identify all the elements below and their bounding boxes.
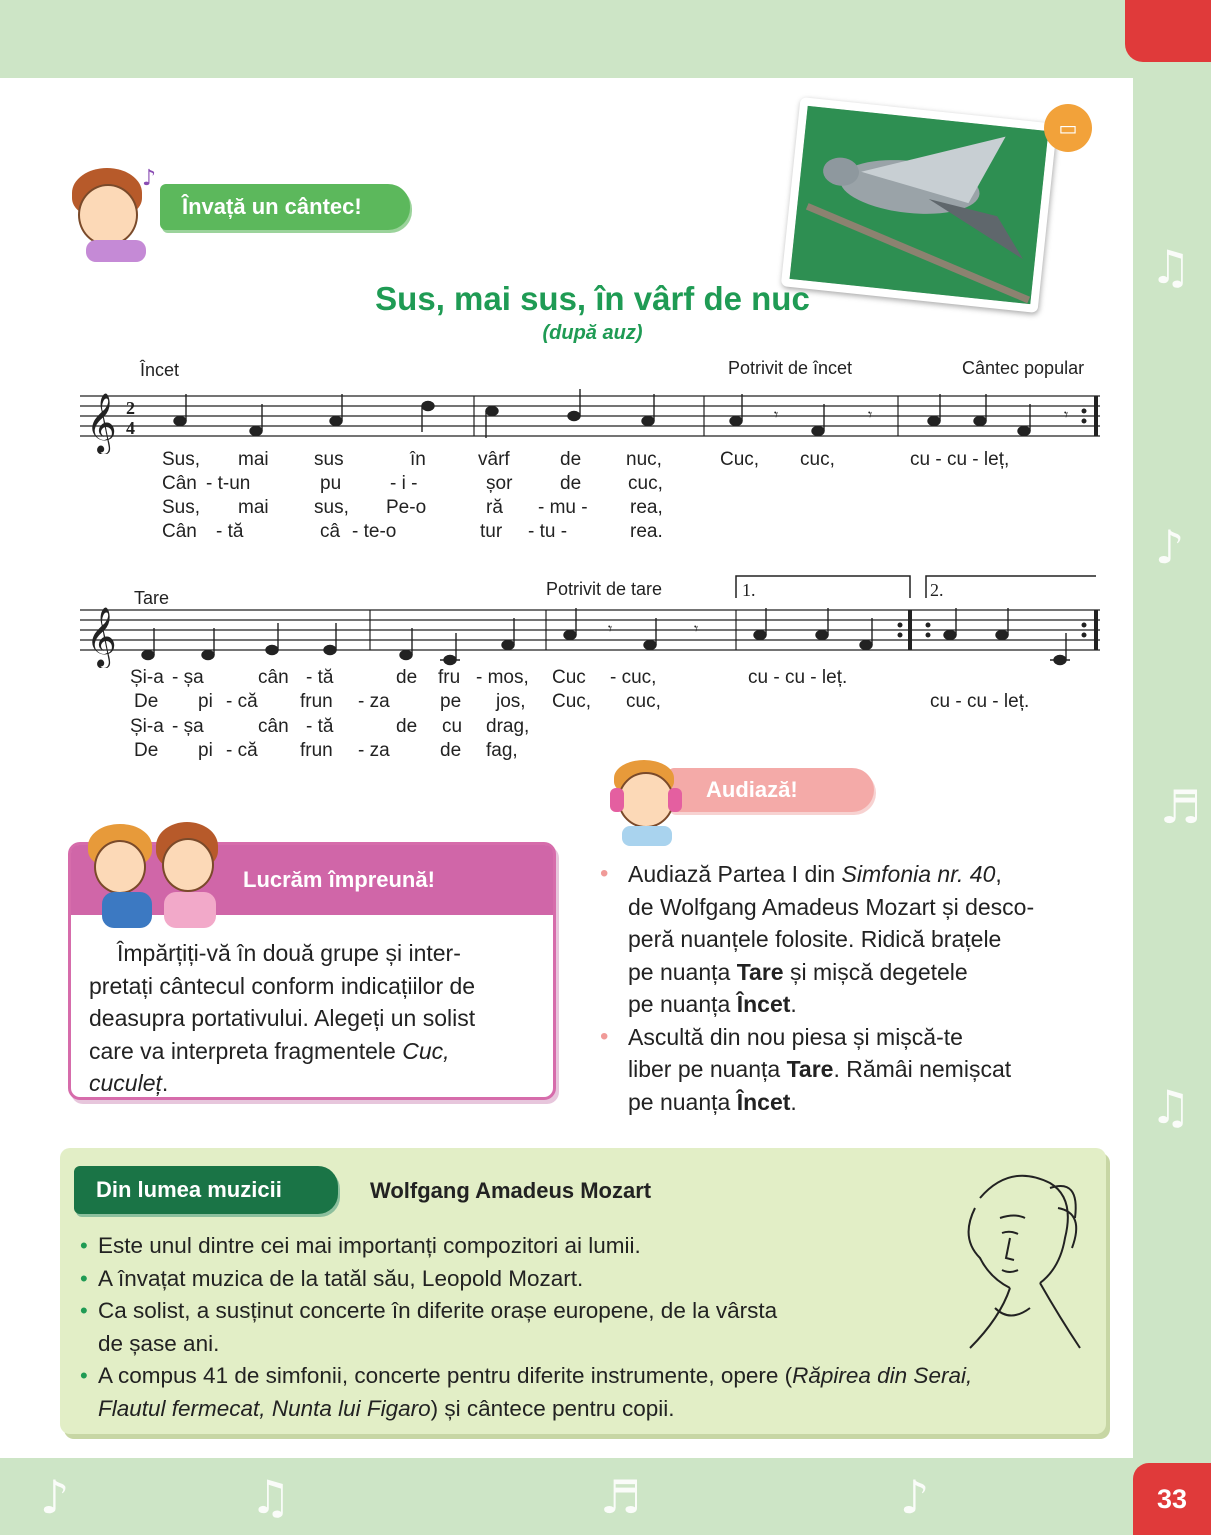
text: și mișcă degetele (783, 958, 968, 985)
lyric-word: - tă (306, 716, 334, 737)
text: de șase ani. (98, 1330, 220, 1356)
lyric-word: rea, (630, 497, 663, 518)
text-italic: Răpirea din Serai, (792, 1363, 973, 1388)
lyric-word: - șa (172, 667, 204, 688)
music-note-icon: ♬ (1160, 780, 1202, 834)
panel-italic: Cuc, (402, 1037, 450, 1064)
music-world-tag-label: Din lumea muzicii (96, 1177, 282, 1202)
text: . (790, 1088, 797, 1115)
lyric-word: nuc, (626, 449, 662, 470)
lyric-word: - te-o (352, 521, 397, 542)
panel-text-span: care va interpreta fragmentele (89, 1037, 396, 1064)
lyric-word: fag, (486, 740, 518, 761)
music-note-icon: ♫ (1150, 1080, 1192, 1134)
lyric-word: cu (442, 716, 463, 737)
lyric-word: cân (258, 667, 289, 688)
svg-text:𝄾: 𝄾 (774, 405, 779, 424)
lyric-word: Sus, (162, 449, 201, 470)
lyric-word: De (134, 740, 159, 761)
song-subtitle: (după auz) (542, 322, 643, 344)
lyric-line (0, 473, 1133, 497)
music-world-box (60, 1148, 1106, 1434)
lyric-word: - cuc, (610, 667, 657, 688)
time-signature-top: 2 (126, 398, 135, 418)
music-note-icon: ♪ (40, 1470, 70, 1524)
lyric-word: cuc, (628, 473, 663, 494)
text: pe nuanța (628, 1088, 737, 1115)
text: . (790, 991, 797, 1017)
panel-line (89, 1035, 541, 1068)
lyric-word: - că (226, 691, 258, 712)
svg-text:𝄾: 𝄾 (694, 619, 699, 638)
learn-song-label: Învață un cântec! (182, 194, 362, 219)
text: . Rămâi nemișcat (833, 1056, 1012, 1082)
lyric-word: ră (486, 497, 503, 518)
lyric-word: cu - cu - leț, (910, 449, 1010, 470)
text-bold: Încet (736, 1088, 791, 1115)
music-note-icon: ♪ (900, 1470, 930, 1524)
music-note-icon: ♬ (600, 1470, 642, 1524)
lyric-line (0, 521, 1133, 545)
text-italic: Flautul fermecat, Nunta lui Figaro (98, 1395, 431, 1421)
text: Audiază Partea I din (628, 861, 842, 887)
text: • Ascultă din nou piesa și mișcă-te (628, 1023, 963, 1050)
lyric-word: Cuc (552, 667, 586, 688)
mozart-portrait (940, 1158, 1090, 1358)
lyric-word: Cuc, (720, 449, 760, 470)
two-kids-icon (84, 822, 224, 932)
lyric-word: mai (238, 497, 269, 518)
svg-text:𝄾: 𝄾 (1064, 405, 1069, 424)
panel-text-span: . (161, 1070, 169, 1096)
time-signature-bottom: 4 (126, 418, 135, 438)
lyric-word: câ (320, 521, 341, 542)
corner-tab (1125, 0, 1211, 62)
tempo-label: Încet (140, 360, 180, 380)
lyric-word: cuc, (626, 691, 661, 712)
computer-icon[interactable]: ▭ (1044, 104, 1092, 152)
lyric-word: Sus, (162, 497, 201, 518)
lyric-word: cuc, (800, 449, 835, 470)
lyric-word: - că (226, 740, 258, 761)
lyric-word: de (440, 740, 462, 761)
text: A compus 41 de simfonii, concerte pentru diferite instrumente, opere ( (98, 1363, 793, 1388)
source-label: Cântec popular (962, 358, 1085, 378)
lyric-word: - i - (390, 473, 418, 494)
lyric-word: De (134, 691, 159, 712)
lyric-word: cu - cu - leț. (748, 667, 848, 688)
lyric-word: - za (358, 740, 390, 761)
lyric-word: pu (320, 473, 342, 494)
music-note-icon: ♪ (1155, 520, 1185, 574)
lyric-word: de (396, 716, 418, 737)
lyric-word: Cân (162, 473, 197, 494)
text: , (995, 861, 1002, 887)
lyric-word: rea. (630, 521, 663, 542)
song-title: Sus, mai sus, în vârf de nuc (375, 280, 810, 317)
fact-item: • Este unul dintre cei mai importanți compozitori ai lumii. (80, 1230, 1090, 1263)
music-world-tag (74, 1166, 338, 1214)
fact-item (80, 1360, 1090, 1425)
lyric-word: frun (300, 691, 333, 712)
svg-text:𝄾: 𝄾 (868, 405, 873, 424)
listen-item (600, 858, 1080, 1021)
lyric-word: Cân (162, 521, 197, 542)
text: liber pe nuanța (628, 1056, 787, 1082)
svg-text:𝄾: 𝄾 (608, 619, 613, 638)
lyric-word: - t-un (206, 473, 251, 494)
listen-tag (668, 768, 874, 812)
lyric-word: sus (314, 449, 344, 470)
lyric-word: - tă (216, 521, 244, 542)
listening-boy-icon (608, 758, 684, 848)
panel-line: cuculeț. (89, 1070, 169, 1096)
lyric-word: - tă (306, 667, 334, 688)
panel-italic: culeț (113, 1070, 162, 1096)
lyric-line (0, 449, 1133, 473)
lyric-word: Pe-o (386, 497, 427, 518)
lyric-word: pe (440, 691, 462, 712)
lyric-word: jos, (496, 691, 526, 712)
lyric-word: - za (358, 691, 390, 712)
lyric-word: pi (198, 740, 213, 761)
text: ) și cântece pentru copii. (430, 1395, 675, 1421)
panel-line: Împărțiți-vă în două grupe și inter- (117, 940, 461, 966)
music-note-icon: ♫ (1150, 240, 1192, 294)
music-staff-1 (80, 384, 1104, 454)
volta-2: 2. (930, 580, 944, 600)
lyric-word: - mu - (538, 497, 588, 518)
listen-label: Audiază! (706, 777, 798, 802)
lyric-word: Cuc, (552, 691, 592, 712)
lyric-word: fru (438, 667, 461, 688)
composer-name: Wolfgang Amadeus Mozart (370, 1178, 652, 1203)
lyric-word: frun (300, 740, 333, 761)
fact-item (80, 1295, 1090, 1360)
tempo-label: Tare (134, 588, 170, 608)
learn-song-tag (160, 184, 410, 230)
lyric-word: sus, (314, 497, 349, 518)
svg-text:𝄞: 𝄞 (86, 607, 117, 667)
lyric-word: de (396, 667, 418, 688)
music-note-icon: ♫ (250, 1470, 292, 1524)
text-bold: Tare (736, 958, 784, 985)
lyric-word: în (410, 449, 426, 470)
page-number: 33 (1133, 1463, 1211, 1535)
lyric-word: de (560, 473, 582, 494)
text: pe nuanța (628, 958, 737, 985)
lyric-line (0, 740, 1133, 764)
lyric-word: Și-a (130, 667, 164, 688)
text: pe nuanța (628, 991, 737, 1017)
listen-instructions (600, 858, 1080, 1118)
lyric-word: șor (486, 473, 513, 494)
lyric-word: de (560, 449, 582, 470)
lyric-word: - tu - (528, 521, 568, 542)
lyric-word: - mos, (476, 667, 529, 688)
lyric-word: mai (238, 449, 269, 470)
text: • Ca solist, a susținut concerte în diferite orașe europene, de la vârsta (98, 1298, 778, 1323)
lyric-word: cân (258, 716, 289, 737)
lyric-word: tur (480, 521, 503, 542)
music-staff-2 (80, 572, 1104, 668)
lyric-line (0, 497, 1133, 521)
text-bold: Tare (786, 1056, 834, 1082)
svg-text:𝄞: 𝄞 (86, 393, 117, 453)
volta-1: 1. (742, 580, 756, 600)
composer-facts (80, 1230, 1090, 1425)
panel-line: pretați cântecul conform indicațiilor de (89, 972, 476, 999)
text: de Wolfgang Amadeus Mozart și desco- (628, 893, 1035, 920)
singing-girl-icon: ♪ (66, 166, 166, 266)
lyric-word: vârf (478, 449, 510, 470)
tempo-label: Potrivit de încet (728, 358, 853, 378)
panel-line: deasupra portativului. Alegeți un solist (89, 1005, 476, 1031)
lyric-word: cu - cu - leț. (930, 691, 1030, 712)
lyric-word: pi (198, 691, 213, 712)
text: peră nuanțele folosite. Ridică brațele (628, 926, 1002, 952)
panel-title: Lucrăm împreună! (243, 867, 435, 892)
fact-item: • A învațat muzica de la tatăl său, Leopold Mozart. (80, 1263, 1090, 1296)
lyric-word: Și-a (130, 716, 164, 737)
lyric-word: drag, (486, 716, 530, 737)
text-italic: Simfonia nr. 40 (841, 861, 996, 887)
lyric-line (0, 691, 1133, 715)
listen-item (600, 1021, 1080, 1119)
lyric-word: - șa (172, 716, 204, 737)
tempo-label: Potrivit de tare (546, 579, 663, 599)
lyric-line (0, 667, 1133, 691)
lyric-line (0, 716, 1133, 740)
text-bold: Încet (736, 991, 791, 1017)
panel-text (89, 937, 541, 1100)
